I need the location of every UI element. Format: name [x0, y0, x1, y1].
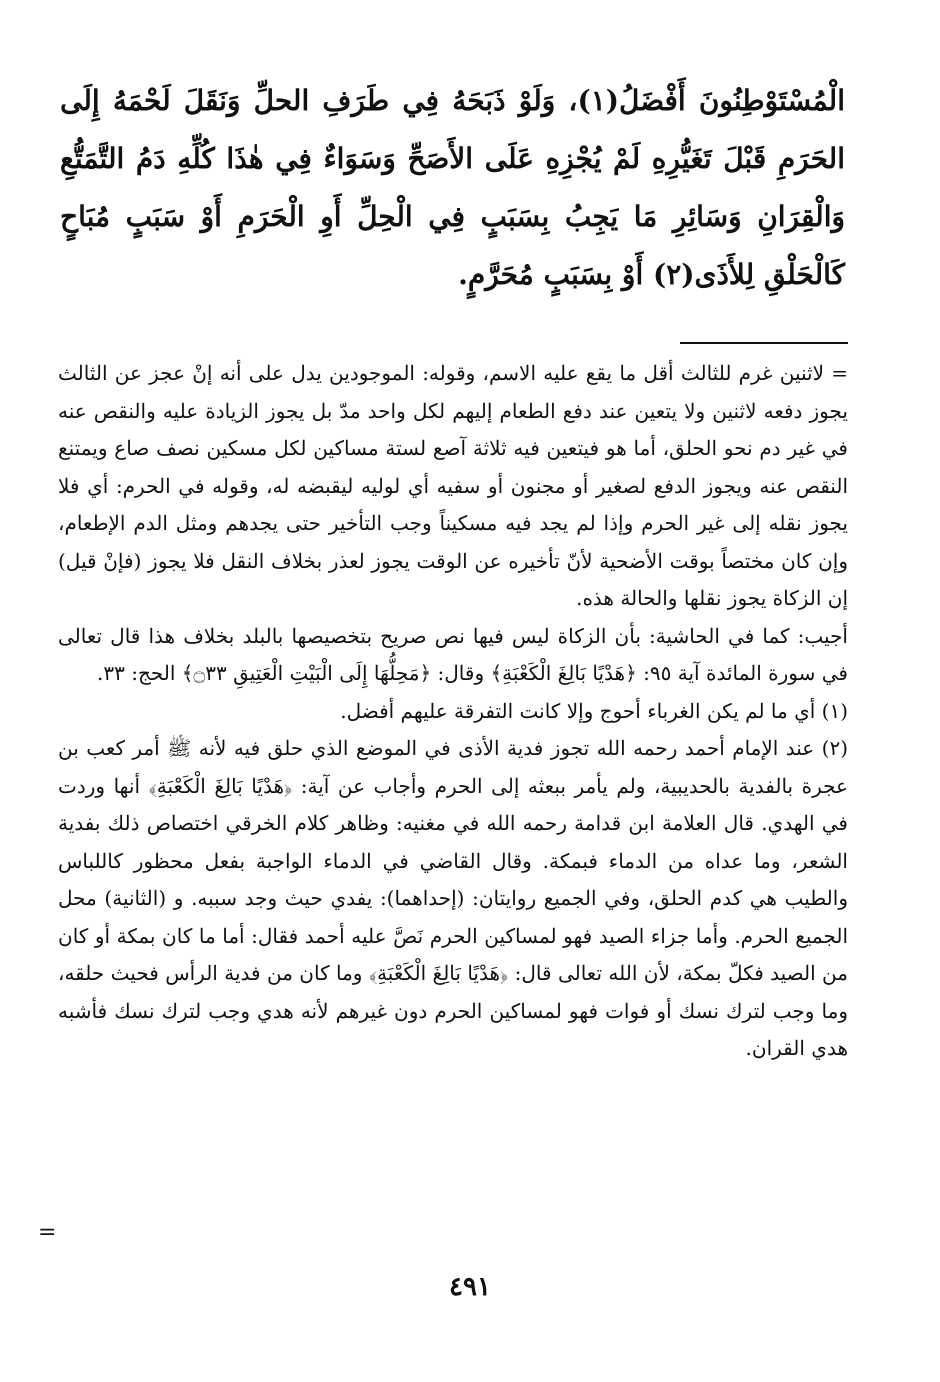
- footnotes: [58, 355, 848, 1068]
- footnote-continuation: = لاثنين غرم للثالث أقل ما يقع عليه الاسم، وقوله: الموجودين يدل على أنه إنْ عجز عن الثالث يجوز دفعه لاثنين ولا يتعين عند دفع الطعام إليهم لكل واحد مدّ بل يجوز الزيادة عليه والنقص عنه في غير دم نحو الحلق، أما هو فيتعين فيه ثلاثة آصع لستة مساكين لكل مسكين نصف صاع ويمتنع النقص عنه ويجوز الدفع لصغير أو مجنون أو سفيه أي لوليه ليقبضه له، وقوله في الحرم: أي فلا يجوز نقله إلى غير الحرم وإذا لم يجد فيه مسكيناً وجب التأخير حتى يجدهم ومثل الدم الإطعام، وإن كان مختصاً بوقت الأضحية لأنّ تأخيره عن الوقت يجوز لعذر بخلاف النقل فلا يجوز (فإنْ قيل) إن الزكاة يجوز نقلها والحالة هذه.: [58, 361, 848, 610]
- footnote-answer: أجيب: كما في الحاشية: بأن الزكاة ليس فيها نص صريح بتخصيصها بالبلد بخلاف هذا قال تعالى في سورة المائدة آية ٩٥: ﴿هَدْيًا بَالِغَ الْكَعْبَةِ﴾ وقال: ﴿مَحِلُّهَا إِلَى الْبَيْتِ الْعَتِيقِ ۝٣٣﴾ الحج: ٣٣.: [58, 623, 848, 685]
- footnote-2: (٢) عند الإمام أحمد رحمه الله تجوز فدية الأذى في الموضع الذي حلق فيه لأنه ﷺ أمر كعب بن عجرة بالفدية بالحديبية، ولم يأمر ببعثه إلى الحرم وأجاب عن آية: ﴿هَدْيًا بَالِغَ الْكَعْبَةِ﴾ أنها وردت في الهدي. قال العلامة ابن قدامة رحمه الله في مغنيه: وظاهر كلام الخرقي اختصاص ذلك بفدية الشعر، وما عداه من الدماء فبمكة. وقال القاضي في الدماء الواجبة بفعل محظور كاللباس والطيب هي كدم الحلق، وفي الجميع روايتان: (إحداهما): يفدي حيث وجد سببه. و (الثانية) محل الجميع الحرم. وأما جزاء الصيد فهو لمساكين الحرم نَصَّ عليه أحمد فقال: أما ما كان بمكة أو كان من الصيد فكلّ بمكة، لأن الله تعالى قال: ﴿هَدْيًا بَالِغَ الْكَعْبَةِ﴾ وما كان من فدية الرأس فحيث حلقه، وما وجب لترك نسك أو فوات فهو لمساكين الحرم دون غيرهم لأنه هدي وجب لترك نسك فأشبه هدي القران.: [58, 736, 849, 1060]
- main-paragraph: الْمُسْتَوْطِنُونَ أَفْضَلُ(١)، وَلَوْ ذَبَحَهُ فِي طَرَفِ الحلِّ وَنَقَلَ لَحْمَهُ إِلَى الحَرَمِ قَبْلَ تَغَيُّرِهِ لَمْ يُجْزِهِ عَلَى الأَصَحِّ وَسَوَاءٌ فِي هٰذَا كُلِّهِ دَمُ التَّمَتُّعِ وَالْقِرَانِ وَسَائِرِ مَا يَجِبُ بِسَبَبٍ فِي الْحِلِّ أَوِ الْحَرَمِ أَوْ سَبَبٍ مُبَاحٍ كَالْحَلْقِ لِلأَذَى(٢) أَوْ بِسَبَبٍ مُحَرَّمٍ.: [60, 84, 845, 291]
- footnote-1: (١) أي ما لم يكن الغرباء أحوج وإلا كانت التفرقة عليهم أفضل.: [340, 698, 848, 723]
- continuation-mark: =: [38, 1220, 57, 1245]
- footnote-separator: [680, 342, 848, 344]
- main-text: [60, 72, 845, 304]
- page-number: ٤٩١: [449, 1272, 491, 1302]
